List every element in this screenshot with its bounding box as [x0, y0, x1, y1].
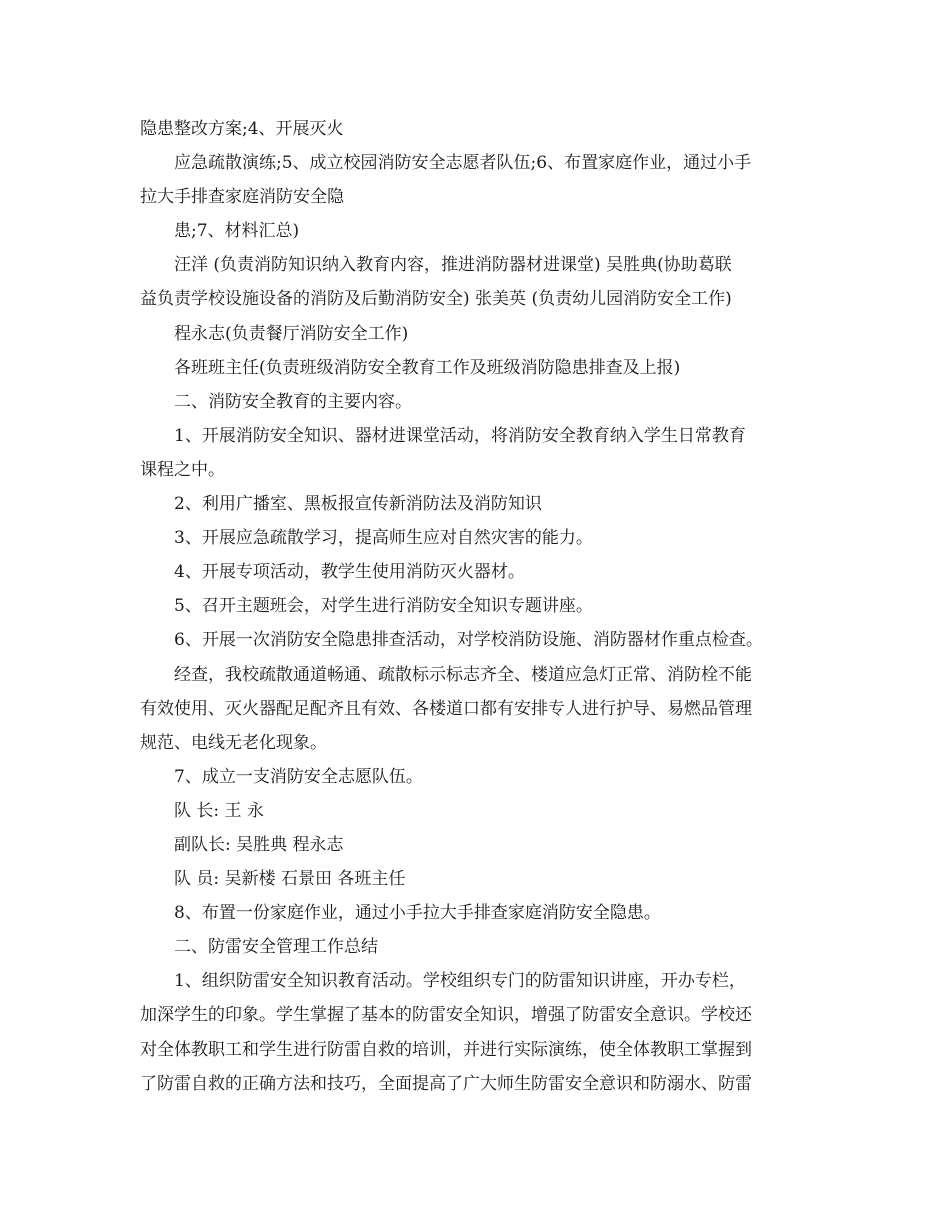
text-line: 了防雷自救的正确方法和技巧，全面提高了广大师生防雷安全意识和防溺水、防雷 — [140, 1073, 752, 1094]
text-line: 二、消防安全教育的主要内容。 — [174, 391, 412, 412]
text-line: 5、召开主题班会，对学生进行消防安全知识专题讲座。 — [174, 596, 593, 617]
text-line: 益负责学校设施设备的消防及后勤消防安全) 张美英 (负责幼儿园消防安全工作) — [140, 289, 732, 310]
text-line: 对全体教职工和学生进行防雷自救的培训，并进行实际演练，使全体教职工掌握到 — [140, 1039, 752, 1060]
text-line: 汪洋 (负责消防知识纳入教育内容，推进消防器材进课堂) 吴胜典(协助葛联 — [174, 255, 732, 276]
text-line: 经查，我校疏散通道畅通、疏散标示标志齐全、楼道应急灯正常、消防栓不能 — [174, 664, 752, 685]
text-line: 1、开展消防安全知识、器材进课堂活动，将消防安全教育纳入学生日常教育 — [174, 425, 746, 446]
text-line: 程永志(负责餐厅消防安全工作) — [174, 323, 409, 344]
text-line: 拉大手排查家庭消防安全隐 — [140, 187, 344, 208]
text-line: 各班班主任(负责班级消防安全教育工作及班级消防隐患排查及上报) — [174, 357, 681, 378]
text-line: 规范、电线无老化现象。 — [140, 732, 327, 753]
text-line: 队 员: 吴新楼 石景田 各班主任 — [174, 869, 406, 890]
text-line: 6、开展一次消防安全隐患排查活动，对学校消防设施、消防器材作重点检查。 — [174, 630, 763, 651]
text-line: 应急疏散演练;5、成立校园消防安全志愿者队伍;6、布置家庭作业，通过小手 — [174, 153, 752, 174]
text-line: 加深学生的印象。学生掌握了基本的防雷安全知识，增强了防雷安全意识。学校还 — [140, 1005, 752, 1026]
text-line: 7、成立一支消防安全志愿队伍。 — [174, 766, 423, 787]
text-line: 1、组织防雷安全知识教育活动。学校组织专门的防雷知识讲座，开办专栏， — [174, 971, 746, 992]
text-line: 4、开展专项活动，教学生使用消防灭火器材。 — [174, 562, 525, 583]
text-line: 隐患整改方案;4、开展灭火 — [140, 119, 344, 139]
text-line: 副队长: 吴胜典 程永志 — [174, 834, 344, 855]
text-line: 课程之中。 — [140, 459, 225, 480]
text-line: 8、布置一份家庭作业，通过小手拉大手排查家庭消防安全隐患。 — [174, 903, 661, 924]
text-line: 3、开展应急疏散学习，提高师生应对自然灾害的能力。 — [174, 528, 593, 549]
document-body — [140, 112, 820, 1101]
text-line: 队 长: 王 永 — [174, 800, 264, 821]
text-line: 2、利用广播室、黑板报宣传新消防法及消防知识 — [174, 494, 542, 515]
text-line: 二、防雷安全管理工作总结 — [174, 937, 378, 958]
text-line: 有效使用、灭火器配足配齐且有效、各楼道口都有安排专人进行护导、易燃品管理 — [140, 698, 752, 719]
text-line: 患;7、材料汇总) — [174, 221, 300, 242]
